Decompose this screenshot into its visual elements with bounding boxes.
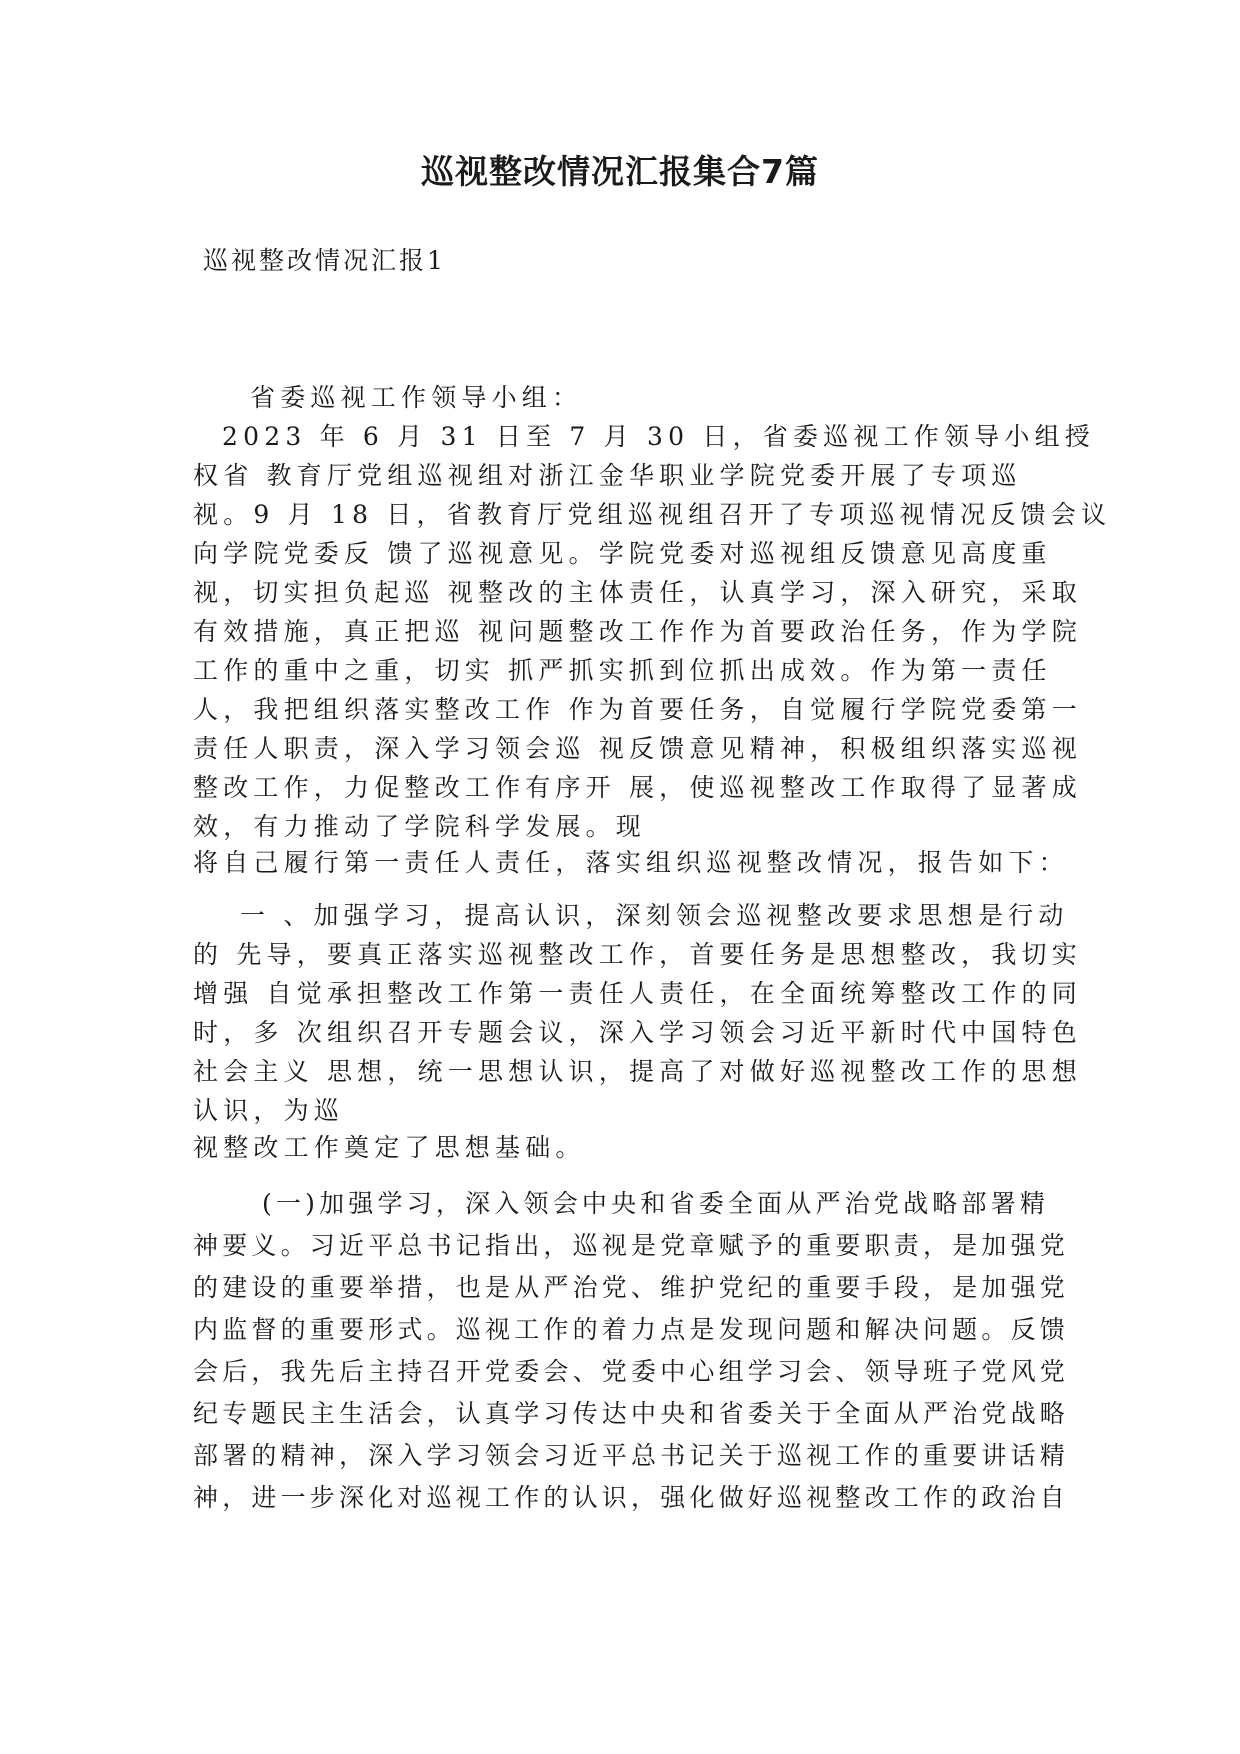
body-line: 内监督的重要形式。巡视工作的着力点是发现问题和解决问题。反馈	[193, 1315, 1070, 1344]
body-line: 2023 年 6 月 31 日至 7 月 30 日，省委巡视工作领导小组授	[222, 422, 1095, 451]
body-line: 权省 教育厅党组巡视组对浙江金华职业学院党委开展了专项巡	[193, 461, 1022, 490]
body-line: 认识，为巡	[193, 1096, 345, 1125]
document-title: 巡视整改情况汇报集合7篇	[421, 152, 819, 191]
body-line: 的 先导，要真正落实巡视整改工作，首要任务是思想整改，我切实	[193, 940, 1082, 969]
body-line: 纪专题民主生活会，认真学习传达中央和省委关于全面从严治党战略	[193, 1399, 1070, 1428]
body-line: 部署的精神，深入学习领会习近平总书记关于巡视工作的重要讲话精	[193, 1441, 1070, 1470]
body-line: 神，进一步深化对巡视工作的认识，强化做好巡视整改工作的政治自	[193, 1483, 1070, 1512]
body-line: 增强 自觉承担整改工作第一责任人责任，在全面统筹整改工作的同	[193, 979, 1082, 1008]
body-line: 人，我把组织落实整改工作 作为首要任务，自觉履行学院党委第一	[193, 695, 1082, 724]
body-line: 有效措施，真正把巡 视问题整改工作作为首要政治任务，作为学院	[193, 617, 1082, 646]
body-line: 效，有力推动了学院科学发展。现	[193, 812, 647, 841]
body-line: 省委巡视工作领导小组：	[250, 383, 583, 412]
section-heading: 巡视整改情况汇报1	[203, 246, 446, 275]
body-line: 整改工作，力促整改工作有序开 展，使巡视整改工作取得了显著成	[193, 773, 1082, 802]
body-line: 时，多 次组织召开专题会议，深入学习领会习近平新时代中国特色	[193, 1018, 1082, 1047]
body-line: 社会主义 思想，统一思想认识，提高了对做好巡视整改工作的思想	[193, 1057, 1082, 1086]
body-line: 神要义。习近平总书记指出，巡视是党章赋予的重要职责，是加强党	[193, 1231, 1070, 1260]
body-line: 视。9 月 18 日，省教育厅党组巡视组召开了专项巡视情况反馈会议	[193, 500, 1112, 529]
body-line: 责任人职责，深入学习领会巡 视反馈意见精神，积极组织落实巡视	[193, 734, 1082, 763]
body-line: 将自己履行第一责任人责任，落实组织巡视整改情况，报告如下：	[193, 848, 1069, 877]
body-line: (一)加强学习，深入领会中央和省委全面从严治党战略部署精	[262, 1189, 1050, 1218]
body-line: 视，切实担负起巡 视整改的主体责任，认真学习，深入研究，采取	[193, 578, 1082, 607]
body-line: 视整改工作奠定了思想基础。	[193, 1133, 586, 1162]
body-line: 会后，我先后主持召开党委会、党委中心组学习会、领导班子党风党	[193, 1357, 1070, 1386]
body-line: 向学院党委反 馈了巡视意见。学院党委对巡视组反馈意见高度重	[193, 539, 1052, 568]
body-line: 工作的重中之重，切实 抓严抓实抓到位抓出成效。作为第一责任	[193, 656, 1052, 685]
body-line: 的建设的重要举措，也是从严治党、维护党纪的重要手段，是加强党	[193, 1273, 1070, 1302]
body-line: 一 、加强学习，提高认识，深刻领会巡视整改要求思想是行动	[240, 901, 1069, 930]
